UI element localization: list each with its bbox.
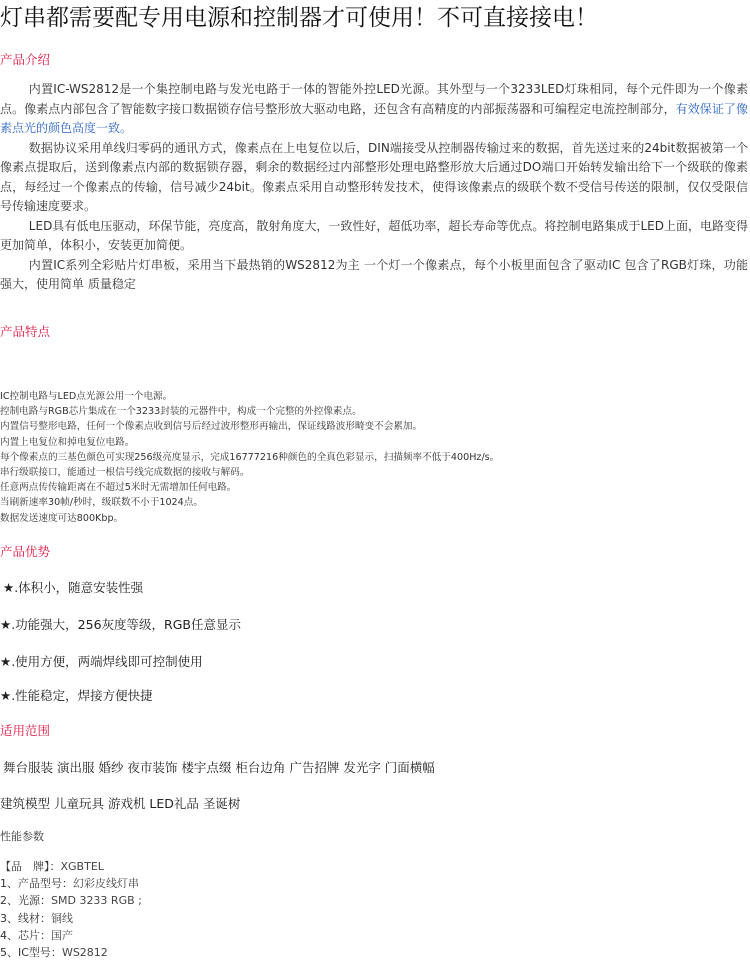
section-title-intro: 产品介绍 [0,52,51,67]
param-item [0,944,142,961]
feature-item: 控制电路与RGB芯片集成在一个3233封装的元器件中，构成一个完整的外控像素点。 [0,406,362,418]
intro-text [0,80,748,295]
features-list [0,389,499,526]
feature-item: 内置信号整形电路，任何一个像素点收到信号后经过波形整形再输出，保证线路波形畸变不会累加。 [0,421,423,433]
intro-paragraph-1-text: 内置IC-WS2812是一个集控制电路与发光电路于一体的智能外控LED光源。其外型与一个3233LED灯珠相同，每个元件即为一个像素点。像素点内部包含了智能数字接口数据锁存信号整形放大驱动电路，还包含有高精度的内部振荡器和可编程定电流控制部分， [0,82,748,116]
intro-paragraph-4: 内置IC系列全彩贴片灯串板，采用当下最热销的WS2812为主 一个灯一个像素点，每个小板里面包含了驱动IC 包含了RGB灯珠，功能强大，使用简单 质量稳定 [0,257,748,291]
param-item [0,927,142,944]
feature-item: 每个像素点的三基色颜色可实现256级亮度显示，完成16777216种颜色的全真色彩显示，扫描频率不低于400Hz/s。 [0,451,500,463]
param-label: 3、线材： [0,911,51,925]
advantage-item: ★.功能强大，256灰度等级，RGB任意显示 [0,617,241,632]
param-value: 铜线 [51,911,73,925]
param-label: 5、IC型号： [0,946,62,960]
intro-highlight: 有效保证了像素点光的颜色高度一致。 [0,101,748,135]
param-label: 1、产品型号： [0,877,73,891]
feature-item: 串行级联接口，能通过一根信号线完成数据的接收与解码。 [0,467,250,479]
param-label: 【品 牌】： [0,860,61,873]
feature-item: 内置上电复位和掉电复位电路。 [0,436,135,448]
section-title-params: 性能参数 [0,830,44,843]
param-value: XGBTEL [60,860,104,873]
param-item [0,892,142,909]
scope-line: 建筑模型 儿童玩具 游戏机 LED礼品 圣诞树 [0,796,241,811]
feature-item: IC控制电路与LED点光源公用一个电源。 [0,391,173,402]
feature-item: 当刷新速率30帧/秒时，级联数不小于1024点。 [0,497,203,509]
params-list [0,858,142,961]
section-title-advantages: 产品优势 [0,544,51,559]
param-label: 2、光源： [0,894,51,908]
param-value: SMD 3233 RGB ; [51,894,142,908]
feature-item: 任意两点传传输距离在不超过5米时无需增加任何电路。 [0,482,237,494]
scope-line: 舞台服装 演出服 婚纱 夜市装饰 楼宇点缀 柜台边角 广告招牌 发光字 门面横幅 [3,760,435,775]
section-title-features: 产品特点 [0,324,51,339]
advantage-item: ★.性能稳定，焊接方便快捷 [0,688,153,703]
param-brand [0,858,142,875]
param-item [0,875,142,892]
warning-title: 灯串都需要配专用电源和控制器才可使用！不可直接接电！ [0,5,598,31]
param-item [0,910,142,927]
param-value: 国产 [51,928,73,942]
section-title-scope: 适用范围 [0,723,51,738]
param-value: 幻彩皮线灯串 [73,877,139,891]
param-value: WS2812 [61,946,108,960]
param-label: 4、芯片： [0,928,51,942]
intro-paragraph-1 [0,80,748,139]
intro-paragraph-2: 数据协议采用单线归零码的通讯方式，像素点在上电复位以后，DIN端接受从控制器传输过来的数据，首先送过来的24bit数据被第一个像素点提取后，送到像素点内部的数据锁存器，剩余的数据经过内部整形处理电路整形放大后通过DO端口开始转发输出给下一个级联的像素点，每经过一个像素点的传输，信号减少24bit。像素点采用自动整形转发技术，使得该像素点的级联个数不受信号传送的限制，仅仅受限信号传输速度要求。 [0,140,748,213]
intro-paragraph-3: LED具有低电压驱动，环保节能，亮度高，散射角度大，一致性好，超低功率，超长寿命等优点。将控制电路集成于LED上面，电路变得更加简单，体积小，安装更加简便。 [0,218,748,252]
advantage-item: ★.使用方便，两端焊线即可控制使用 [0,654,203,669]
advantage-item: ★.体积小，随意安装性强 [3,580,144,595]
feature-item: 数据发送速度可达800Kbp。 [0,512,124,524]
